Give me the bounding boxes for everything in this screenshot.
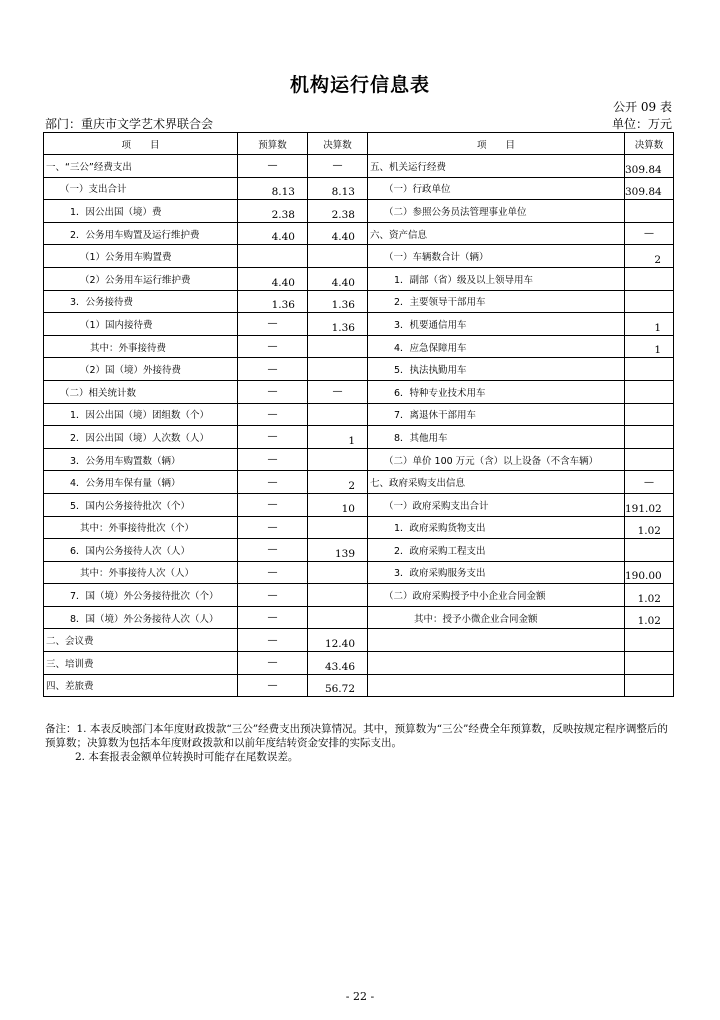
- row-final: 56.72: [308, 674, 368, 697]
- header-item: 项 目: [44, 133, 238, 155]
- table-row: [44, 426, 674, 449]
- row-label: 3．公务接待费: [44, 290, 238, 313]
- row-final: 1: [308, 426, 368, 449]
- row-budget: —: [238, 471, 308, 494]
- row-label: 7．国（境）外公务接待批次（个）: [44, 584, 238, 607]
- row-final-right: 1.02: [625, 516, 674, 539]
- row-label-right: （一）政府采购支出合计: [368, 493, 625, 516]
- row-budget: 1.36: [238, 290, 308, 313]
- row-label-right: 3．机要通信用车: [368, 313, 625, 336]
- header-final: 决算数: [308, 133, 368, 155]
- info-table: [43, 132, 674, 697]
- table-row: [44, 629, 674, 652]
- row-label-right: （二）政府采购授予中小企业合同金额: [368, 584, 625, 607]
- row-final: —: [308, 380, 368, 403]
- row-label: （2）国（境）外接待费: [44, 358, 238, 381]
- row-label-right: [368, 629, 625, 652]
- row-budget: 4.40: [238, 222, 308, 245]
- row-budget: —: [238, 426, 308, 449]
- table-row: [44, 516, 674, 539]
- row-label: （二）相关统计数: [44, 380, 238, 403]
- row-label-right: 4．应急保障用车: [368, 335, 625, 358]
- row-label-right: 7．离退休干部用车: [368, 403, 625, 426]
- row-budget: —: [238, 652, 308, 675]
- row-final: 1.36: [308, 313, 368, 336]
- table-row: [44, 358, 674, 381]
- row-final-right: —: [625, 222, 674, 245]
- form-number: 公开 09 表: [613, 100, 672, 114]
- row-final-right: 1: [625, 313, 674, 336]
- row-final: 43.46: [308, 652, 368, 675]
- row-final-right: [625, 290, 674, 313]
- table-body: [44, 133, 674, 697]
- row-label-right: 其中：授予小微企业合同金额: [368, 606, 625, 629]
- row-final-right: 191.02: [625, 493, 674, 516]
- row-final-right: [625, 674, 674, 697]
- row-final-right: [625, 539, 674, 562]
- row-label-right: 1．政府采购货物支出: [368, 516, 625, 539]
- row-label-right: 6．特种专业技术用车: [368, 380, 625, 403]
- row-final-right: [625, 267, 674, 290]
- row-budget: [238, 245, 308, 268]
- row-label-right: 2．主要领导干部用车: [368, 290, 625, 313]
- table-header-row: [44, 133, 674, 155]
- department-label: 部门：重庆市文学艺术界联合会: [45, 117, 214, 131]
- table-row: [44, 674, 674, 697]
- row-final-right: [625, 200, 674, 223]
- row-label-right: （一）行政单位: [368, 177, 625, 200]
- row-budget: 4.40: [238, 267, 308, 290]
- row-label-right: 五、机关运行经费: [368, 155, 625, 178]
- row-label-right: （二）参照公务员法管理事业单位: [368, 200, 625, 223]
- table-row: [44, 403, 674, 426]
- row-final: 12.40: [308, 629, 368, 652]
- page-number: - 22 -: [345, 990, 375, 1003]
- row-final: [308, 561, 368, 584]
- row-final-right: [625, 380, 674, 403]
- row-final-right: 309.84: [625, 155, 674, 178]
- page-title: 机构运行信息表: [289, 74, 430, 96]
- row-label: （2）公务用车运行维护费: [44, 267, 238, 290]
- row-label: 其中：外事接待费: [44, 335, 238, 358]
- table-row: [44, 584, 674, 607]
- unit-label: 单位：万元: [611, 117, 672, 131]
- row-label: （1）国内接待费: [44, 313, 238, 336]
- row-label: （1）公务用车购置费: [44, 245, 238, 268]
- table-row: [44, 448, 674, 471]
- table-row: [44, 290, 674, 313]
- row-budget: —: [238, 155, 308, 178]
- row-budget: —: [238, 516, 308, 539]
- row-label: 2．因公出国（境）人次数（人）: [44, 426, 238, 449]
- table-row: [44, 606, 674, 629]
- row-final-right: 1.02: [625, 584, 674, 607]
- row-label: 3．公务用车购置数（辆）: [44, 448, 238, 471]
- table-row: [44, 493, 674, 516]
- row-label: 四、差旅费: [44, 674, 238, 697]
- row-final: [308, 358, 368, 381]
- row-budget: —: [238, 380, 308, 403]
- row-label: （一）支出合计: [44, 177, 238, 200]
- row-budget: 8.13: [238, 177, 308, 200]
- row-final: [308, 403, 368, 426]
- row-final: [308, 516, 368, 539]
- row-final: —: [308, 155, 368, 178]
- header-item-right: 项 目: [368, 133, 625, 155]
- row-budget: —: [238, 313, 308, 336]
- row-final-right: [625, 403, 674, 426]
- row-label-right: [368, 652, 625, 675]
- row-budget: —: [238, 561, 308, 584]
- row-label-right: （二）单价 100 万元（含）以上设备（不含车辆）: [368, 448, 625, 471]
- row-final-right: [625, 358, 674, 381]
- row-label: 一、“三公”经费支出: [44, 155, 238, 178]
- row-budget: —: [238, 358, 308, 381]
- row-label-right: 3．政府采购服务支出: [368, 561, 625, 584]
- note-2: 2. 本套报表金额单位转换时可能存在尾数误差。: [75, 751, 299, 763]
- row-label-right: 1．副部（省）级及以上领导用车: [368, 267, 625, 290]
- row-budget: —: [238, 584, 308, 607]
- row-label-right: 2．政府采购工程支出: [368, 539, 625, 562]
- row-budget: —: [238, 448, 308, 471]
- row-final-right: 2: [625, 245, 674, 268]
- row-budget: 2.38: [238, 200, 308, 223]
- row-final-right: [625, 448, 674, 471]
- table-row: [44, 561, 674, 584]
- table-row: [44, 155, 674, 178]
- row-final: 2.38: [308, 200, 368, 223]
- row-final: [308, 448, 368, 471]
- row-budget: —: [238, 674, 308, 697]
- row-final-right: —: [625, 471, 674, 494]
- header-final-right: 决算数: [625, 133, 674, 155]
- row-label-right: （一）车辆数合计（辆）: [368, 245, 625, 268]
- row-final: 10: [308, 493, 368, 516]
- row-label: 其中：外事接待人次（人）: [44, 561, 238, 584]
- row-final-right: [625, 652, 674, 675]
- row-label: 1．因公出国（境）费: [44, 200, 238, 223]
- row-final-right: 1.02: [625, 606, 674, 629]
- table-row: [44, 539, 674, 562]
- row-budget: —: [238, 629, 308, 652]
- row-final: 1.36: [308, 290, 368, 313]
- table-row: [44, 200, 674, 223]
- row-label: 4．公务用车保有量（辆）: [44, 471, 238, 494]
- row-final: 2: [308, 471, 368, 494]
- row-label: 5．国内公务接待批次（个）: [44, 493, 238, 516]
- row-label-right: 六、资产信息: [368, 222, 625, 245]
- note-1: 备注：1. 本表反映部门本年度财政拨款“三公”经费支出预决算情况。其中，预算数为“三公”经费全年预算数，反映按规定程序调整后的预算数；决算数为包括本年度财政拨款和以前年度结转资金安排的实际支出。: [45, 723, 668, 749]
- row-label: 6．国内公务接待人次（人）: [44, 539, 238, 562]
- row-budget: —: [238, 403, 308, 426]
- row-final: [308, 584, 368, 607]
- row-label: 二、会议费: [44, 629, 238, 652]
- row-label: 2．公务用车购置及运行维护费: [44, 222, 238, 245]
- table-row: [44, 471, 674, 494]
- row-budget: —: [238, 606, 308, 629]
- table-row: [44, 652, 674, 675]
- row-label: 8．国（境）外公务接待人次（人）: [44, 606, 238, 629]
- row-label-right: 5．执法执勤用车: [368, 358, 625, 381]
- row-label-right: 七、政府采购支出信息: [368, 471, 625, 494]
- row-label-right: [368, 674, 625, 697]
- table-row: [44, 380, 674, 403]
- notes: [45, 722, 675, 764]
- table-row: [44, 313, 674, 336]
- row-final-right: 190.00: [625, 561, 674, 584]
- row-budget: —: [238, 335, 308, 358]
- table-row: [44, 177, 674, 200]
- row-final: [308, 335, 368, 358]
- row-final: 139: [308, 539, 368, 562]
- row-final-right: [625, 629, 674, 652]
- header-budget: 预算数: [238, 133, 308, 155]
- row-final: [308, 606, 368, 629]
- row-label-right: 8．其他用车: [368, 426, 625, 449]
- row-label: 其中：外事接待批次（个）: [44, 516, 238, 539]
- table-row: [44, 335, 674, 358]
- row-final: [308, 245, 368, 268]
- row-label: 1．因公出国（境）团组数（个）: [44, 403, 238, 426]
- row-final-right: [625, 426, 674, 449]
- row-final-right: 309.84: [625, 177, 674, 200]
- table-row: [44, 267, 674, 290]
- row-final: 4.40: [308, 222, 368, 245]
- table-row: [44, 245, 674, 268]
- row-budget: —: [238, 539, 308, 562]
- row-label: 三、培训费: [44, 652, 238, 675]
- row-final-right: 1: [625, 335, 674, 358]
- row-final: 8.13: [308, 177, 368, 200]
- row-final: 4.40: [308, 267, 368, 290]
- row-budget: —: [238, 493, 308, 516]
- table-row: [44, 222, 674, 245]
